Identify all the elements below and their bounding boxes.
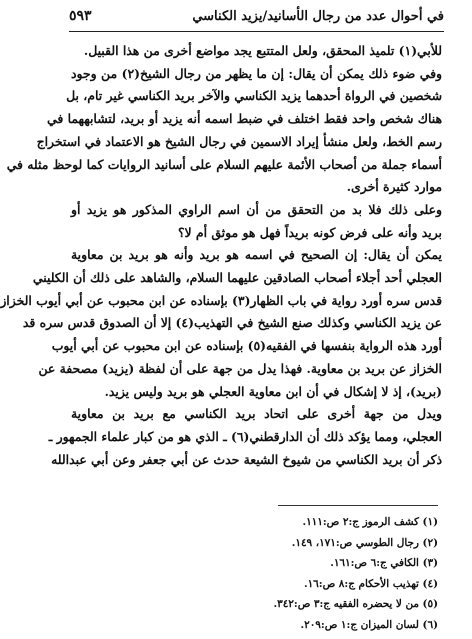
text-line: العجلي، ومما يؤكد ذلك أن الدارقطني(٦) ـ الذي هو من كبار علماء الجمهور ـ [48,428,442,444]
text-line: (بريد)، إذ لا إشكال في أن ابن معاوية العجلي هو بريد وليس يزيد. [104,383,442,399]
text-line: وعلى ذلك فلا بد من التحقق من أن اسم الراوي المذكور هو يزيد أو [71,201,442,217]
header-rule [69,31,444,32]
footnote-separator [278,505,438,506]
footnote-item: (٥) من لا يحضره الفقيه ج:٣ ص:٣٤٢. [273,598,438,610]
text-line: موارد كثيرة أخرى. [346,179,442,195]
text-line: الخزاز عن بريد بن معاوية. فهذا يدل من جهة على أن لفظة (يزيد) مصحفة عن [38,360,442,376]
text-line: يمكن أن يقال: إن الصحيح في اسمه هو بريد وأنه هو بريد بن معاوية [71,247,442,263]
text-line: أورد هذه الرواية بنفسها في الفقيه(٥) بإسناده عن ابن محبوب عن أبي أيوب [51,338,442,354]
text-line: العجلي أحد أجلاء أصحاب الصادقين عليهما السلام، والشاهد على ذلك أن الكليني [32,270,442,286]
footnote-item: (٦) لسان الميزان ج:١ ص:٢٠٩. [300,618,438,631]
header-title: في أحوال عدد من رجال الأسانيد/يزيد الكناسي [192,9,444,24]
footnote-item: (٣) الكافي ج:٦ ص:١٦١. [330,557,438,569]
running-header [69,8,444,30]
text-line: رسم الخط، ولعل منشأ إيراد الاسمين في رجال الشيخ هو الاعتماد في استخراج [36,133,442,149]
footnote-item: (٢) رجال الطوسي ص:١٧١، ١٤٩. [291,536,438,549]
text-line: هناك شخص واحد فقط اختلف في ضبط اسمه أنه يزيد أو بريد، لتشابههما في [47,111,442,127]
text-line: بريد وأنه على فرض كونه بريداً فهل هو موثق أم لا؟ [177,224,442,240]
footnote-item: (٤) تهذيب الأحكام ج:٨ ص:١٦. [303,577,438,590]
footnote-item: (١) كشف الرموز ج:٢ ص:١١١. [302,516,438,528]
footnotes [191,512,438,635]
text-line: أسماء جملة من أصحاب الأئمة عليهم السلام على أسانيد الروايات كما لوحظ مثله في [6,156,442,172]
text-line: شخصين في الرواة أحدهما يزيد الكناسي والآخر بريد الكناسي غير تام، بل [66,88,442,104]
text-line: قدس سره أورد رواية في باب الظهار(٣) بإسناده عن ابن محبوب عن أبي أيوب الخزاز [0,292,442,308]
main-text [0,40,442,471]
page-number: ٥٩٣ [69,8,92,24]
text-line: وفي ضوء ذلك يمكن أن يقال: إن ما يظهر من رجال الشيخ(٢) من وجود [71,65,442,81]
text-line: ذكر أن بريد الكناسي من شيوخ الشيعة حدث عن أبي جعفر وعن أبي عبدالله [51,451,442,467]
text-line: للأبي(١) تلميذ المحقق، ولعل المتتبع يجد مواضع أخرى من هذا القبيل. [83,43,442,58]
text-line: عن يزيد الكناسي وكذلك صنع الشيخ في التهذيب(٤) إلا أن الصدوق قدس سره قد [22,315,442,331]
text-line: ويدل من جهة أخرى على اتحاد بريد الكناسي مع بريد بن معاوية [71,406,442,422]
